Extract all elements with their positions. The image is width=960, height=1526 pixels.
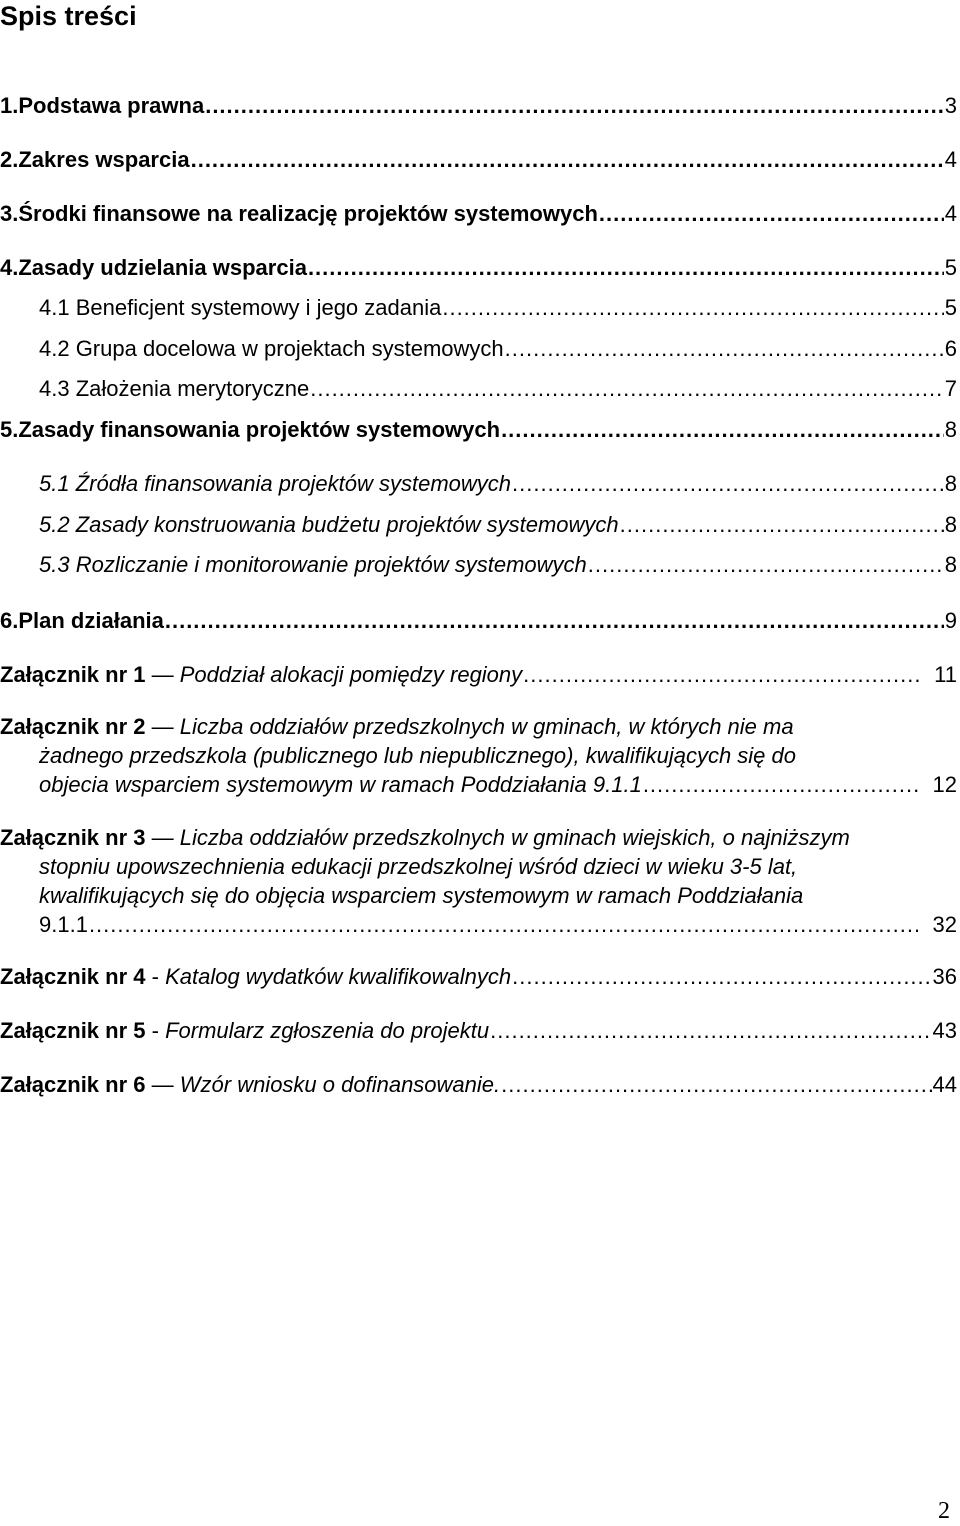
toc-entry-number: 1. <box>0 93 19 118</box>
dot-leader <box>442 293 943 322</box>
attachment-title-line: żadnego przedszkola (publicznego lub niepublicznego), kwalifikujących się do <box>39 743 797 768</box>
attachment-title-line: objecia wsparciem systemowym w ramach Poddziałania 9.1.1 <box>39 772 642 797</box>
toc-entry-text: Środki finansowe na realizację projektów systemowych <box>18 201 598 226</box>
toc-attachment-1[interactable] <box>0 660 957 689</box>
dot-leader <box>490 1016 931 1045</box>
toc-entry-number: 5. <box>0 417 19 442</box>
toc-entry-2[interactable] <box>0 145 957 174</box>
dot-leader <box>523 660 919 689</box>
toc-entry-5-2[interactable] <box>0 510 957 539</box>
dot-leader <box>191 145 944 174</box>
attachment-separator: — <box>145 662 180 687</box>
dot-leader <box>512 962 931 991</box>
toc-entry-page: 8 <box>944 417 957 442</box>
dot-leader <box>308 253 944 282</box>
dot-leader <box>620 510 944 539</box>
toc-entry-page: 11 <box>934 662 957 687</box>
toc-entry-page: 36 <box>932 964 957 989</box>
toc-entry-text: 5.2 Zasady konstruowania budżetu projektów systemowych <box>39 512 619 537</box>
attachment-title-line: Liczba oddziałów przedszkolnych w gminach, w których nie ma <box>179 714 794 739</box>
toc-entry-4[interactable] <box>0 253 957 282</box>
toc-entry-page: 8 <box>944 552 957 577</box>
toc-entry-text: 4.2 Grupa docelowa w projektach systemowych <box>39 336 504 361</box>
toc-entry-text: Zasady finansowania projektów systemowych <box>18 417 501 442</box>
toc-attachment-4[interactable] <box>0 962 957 991</box>
attachment-title-line: 9.1.1 <box>39 912 88 937</box>
attachment-separator: - <box>145 964 166 989</box>
toc-entry-text: Podstawa prawna <box>18 93 205 118</box>
toc-entry-4-3[interactable] <box>0 374 957 403</box>
toc-attachment-3[interactable] <box>0 823 957 939</box>
toc-entry-page: 6 <box>944 336 957 361</box>
attachment-separator: — <box>145 1072 180 1097</box>
attachment-label: Załącznik nr 5 <box>0 1018 146 1043</box>
toc-entry-page: 7 <box>944 376 957 401</box>
toc-entry-number: 4. <box>0 255 19 280</box>
toc-entry-page: 4 <box>944 147 957 172</box>
attachment-separator: — <box>145 714 180 739</box>
attachment-separator: - <box>145 1018 166 1043</box>
attachment-title: Poddział alokacji pomiędzy regiony <box>179 662 523 687</box>
dot-leader <box>310 374 944 403</box>
attachment-label: Załącznik nr 2 <box>0 714 146 739</box>
toc-entry-page: 12 <box>932 772 957 797</box>
attachment-label: Załącznik nr 4 <box>0 964 146 989</box>
attachment-separator: — <box>145 825 180 850</box>
toc-entry-5[interactable] <box>0 415 957 444</box>
dot-leader <box>205 91 944 120</box>
attachment-title-line: stopniu upowszechnienia edukacji przedszkolnej wśród dzieci w wieku 3-5 lat, <box>39 854 798 879</box>
dot-leader <box>512 469 944 498</box>
toc-entry-5-3[interactable] <box>0 550 957 579</box>
attachment-title: Katalog wydatków kwalifikowalnych <box>165 964 512 989</box>
toc-entry-text: 4.1 Beneficjent systemowy i jego zadania <box>39 295 442 320</box>
toc-entry-text: 5.1 Źródła finansowania projektów systemowych <box>39 471 512 496</box>
toc-title: Spis treści <box>0 1 137 31</box>
toc-attachment-2[interactable] <box>0 712 957 799</box>
toc-entry-text: Zakres wsparcia <box>18 147 190 172</box>
attachment-title-line: kwalifikujących się do objęcia wsparciem systemowym w ramach Poddziałania <box>39 883 804 908</box>
dot-leader <box>89 910 918 939</box>
toc-entry-5-1[interactable] <box>0 469 957 498</box>
dot-leader <box>588 550 944 579</box>
toc-entry-page: 5 <box>944 295 957 320</box>
toc-entry-number: 6. <box>0 608 19 633</box>
attachment-title: Wzór wniosku o dofinansowanie. <box>179 1072 501 1097</box>
toc-entry-text: 5.3 Rozliczanie i monitorowanie projektów systemowych <box>39 552 587 577</box>
dot-leader <box>165 606 944 635</box>
attachment-label: Załącznik nr 1 <box>0 662 146 687</box>
attachment-title-line: Liczba oddziałów przedszkolnych w gminach wiejskich, o najniższym <box>179 825 850 850</box>
attachment-label: Załącznik nr 3 <box>0 825 146 850</box>
toc-entry-page: 32 <box>932 912 957 937</box>
dot-leader <box>643 770 918 799</box>
toc-entry-page: 8 <box>944 471 957 496</box>
toc-entry-text: Zasady udzielania wsparcia <box>18 255 307 280</box>
toc-entry-page: 4 <box>944 201 957 226</box>
toc-entry-number: 2. <box>0 147 19 172</box>
toc-entry-number: 3. <box>0 201 19 226</box>
toc-attachment-5[interactable] <box>0 1016 957 1045</box>
toc-entry-4-1[interactable] <box>0 293 957 322</box>
dot-leader <box>599 199 944 228</box>
toc-entry-text: 4.3 Założenia merytoryczne <box>39 376 310 401</box>
toc-entry-page: 43 <box>932 1018 957 1043</box>
toc-entry-page: 9 <box>944 608 957 633</box>
toc-entry-6[interactable] <box>0 606 957 635</box>
page-number: 2 <box>938 1498 950 1524</box>
toc-entry-page: 44 <box>932 1072 957 1097</box>
toc-entry-3[interactable] <box>0 199 957 228</box>
toc-entry-1[interactable] <box>0 91 957 120</box>
toc-entry-page: 5 <box>944 255 957 280</box>
dot-leader <box>505 334 944 363</box>
attachment-title: Formularz zgłoszenia do projektu <box>165 1018 490 1043</box>
toc-entry-text: Plan działania <box>18 608 164 633</box>
toc-attachment-6[interactable] <box>0 1070 957 1099</box>
dot-leader <box>501 415 944 444</box>
toc-entry-4-2[interactable] <box>0 334 957 363</box>
dot-leader <box>501 1070 931 1099</box>
toc-entry-page: 8 <box>944 512 957 537</box>
toc-entry-page: 3 <box>944 93 957 118</box>
attachment-label: Załącznik nr 6 <box>0 1072 146 1097</box>
